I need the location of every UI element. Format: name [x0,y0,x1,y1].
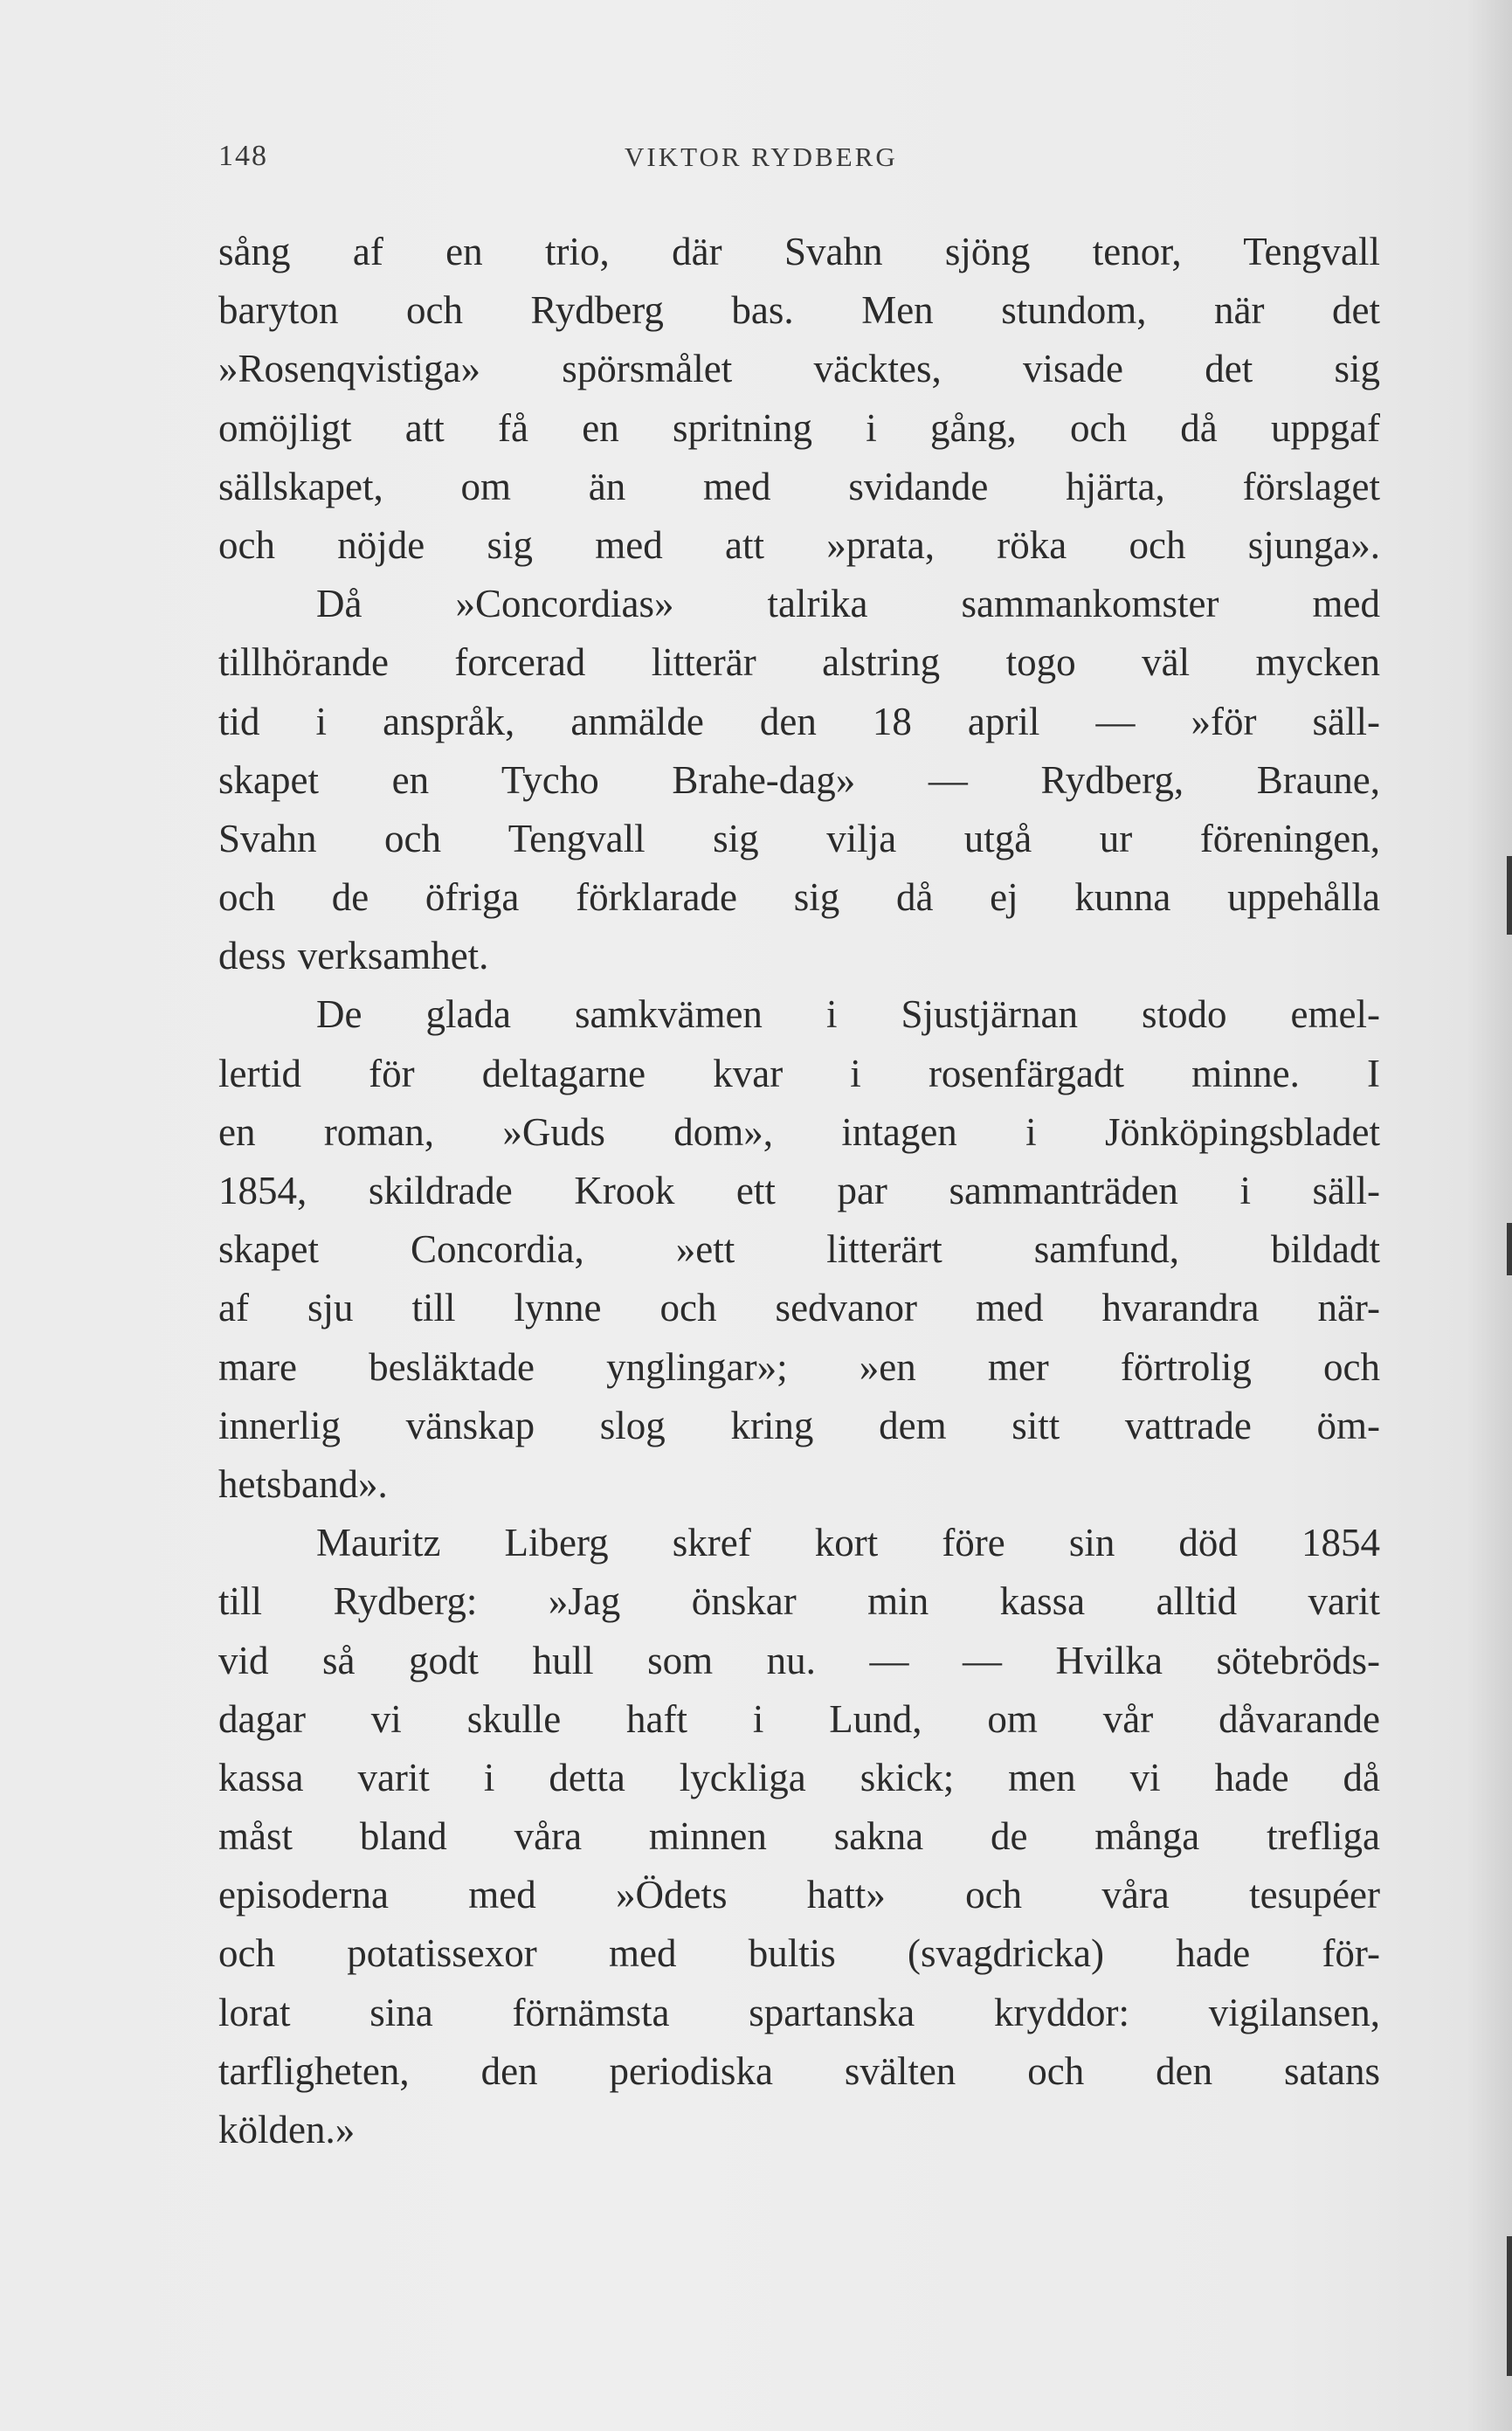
text-line: och potatissexor med bultis (svagdricka) hade för- [218,1931,1380,1976]
text-line: mare besläktade ynglingar»; »en mer förtrolig och [218,1344,1380,1389]
body-text [218,223,1380,2159]
text-line: till Rydberg: »Jag önskar min kassa alltid varit [218,1579,1380,1624]
text-line: skapet en Tycho Brahe-dag» — Rydberg, Braune, [218,757,1380,802]
text-line: kölden.» [218,2108,356,2151]
page-number: 148 [218,140,268,172]
text-line: Mauritz Liberg skref kort före sin död 1854 [316,1521,1380,1565]
text-line: dess verksamhet. [218,934,489,978]
text-line: lertid för deltagarne kvar i rosenfärgadt minne. I [218,1051,1380,1095]
text-line: tid i anspråk, anmälde den 18 april — »för säll- [218,699,1380,743]
running-head: VIKTOR RYDBERG [625,142,898,172]
text-line: sällskapet, om än med svidande hjärta, förslaget [218,464,1380,508]
text-line: en roman, »Guds dom», intagen i Jönköpingsbladet [218,1109,1380,1154]
text-line: sång af en trio, där Svahn sjöng tenor, Tengvall [218,230,1380,273]
text-line: och nöjde sig med att »prata, röka och sjunga». [218,522,1380,567]
text-line: innerlig vänskap slog kring dem sitt vattrade öm- [218,1403,1380,1447]
text-line: baryton och Rydberg bas. Men stundom, när det [218,288,1380,333]
text-line: omöjligt att få en spritning i gång, och då uppgaf [218,405,1380,450]
text-line: af sju till lynne och sedvanor med hvarandra när- [218,1286,1380,1330]
text-line: episoderna med »Ödets hatt» och våra tesupéer [218,1873,1380,1917]
text-line: måst bland våra minnen sakna de många trefliga [218,1814,1380,1859]
page-header [218,140,1389,183]
text-line: »Rosenqvistiga» spörsmålet väcktes, visade det sig [218,347,1380,391]
text-line: vid så godt hull som nu. — — Hvilka sötebröds- [218,1638,1380,1682]
text-line: tillhörande forcerad litterär alstring togo väl mycken [218,640,1380,685]
text-line: dagar vi skulle haft i Lund, om vår dåvarande [218,1696,1380,1741]
text-line: lorat sina förnämsta spartanska kryddor: vigilansen, [218,1990,1380,2034]
text-line: och de öfriga förklarade sig då ej kunna uppehålla [218,875,1380,920]
text-line: Då »Concordias» talrika sammankomster med [316,582,1380,626]
text-line: skapet Concordia, »ett litterärt samfund, bildadt [218,1227,1380,1272]
page-edge-mark [1507,1223,1512,1275]
text-line: 1854, skildrade Krook ett par sammanträden i säll- [218,1169,1380,1212]
page-edge-mark [1507,2236,1512,2376]
text-line: Svahn och Tengvall sig vilja utgå ur föreningen, [218,816,1380,860]
text-line: tarfligheten, den periodiska svälten och den satans [218,2048,1380,2093]
text-line: De glada samkvämen i Sjustjärnan stodo emel- [316,992,1380,1037]
page-edge-mark [1507,856,1512,935]
text-line: kassa varit i detta lyckliga skick; men vi hade då [218,1755,1380,1799]
text-line: hetsband». [218,1461,388,1506]
